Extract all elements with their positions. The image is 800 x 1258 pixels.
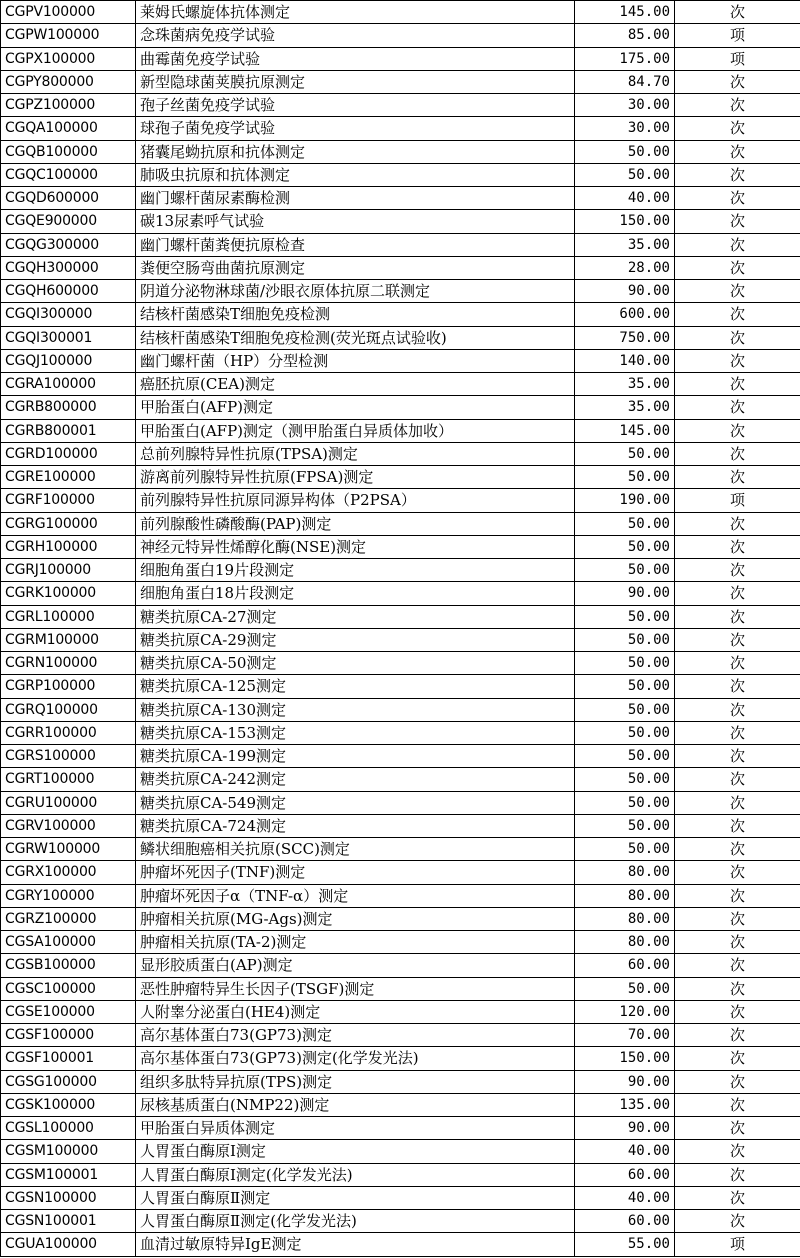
table-row — [1, 210, 800, 233]
item-code-cell: CGRL100000 — [1, 605, 136, 628]
item-code-cell: CGQI300000 — [1, 303, 136, 326]
item-code-cell: CGRT100000 — [1, 768, 136, 791]
item-price-cell: 50.00 — [575, 838, 675, 861]
table-row — [1, 349, 800, 372]
item-name-cell: 阴道分泌物淋球菌/沙眼衣原体抗原二联测定 — [136, 280, 575, 303]
table-row — [1, 1117, 800, 1140]
item-price-cell: 175.00 — [575, 47, 675, 70]
item-unit-cell: 次 — [675, 163, 800, 186]
item-name-cell: 肿瘤相关抗原(MG-Ags)测定 — [136, 907, 575, 930]
item-name-cell: 甲胎蛋白异质体测定 — [136, 1117, 575, 1140]
item-code-cell: CGRE100000 — [1, 466, 136, 489]
item-unit-cell: 次 — [675, 1210, 800, 1233]
item-unit-cell: 次 — [675, 791, 800, 814]
item-name-cell: 高尔基体蛋白73(GP73)测定(化学发光法) — [136, 1047, 575, 1070]
item-name-cell: 神经元特异性烯醇化酶(NSE)测定 — [136, 535, 575, 558]
table-row — [1, 163, 800, 186]
item-price-cell: 50.00 — [575, 814, 675, 837]
item-price-cell: 90.00 — [575, 280, 675, 303]
table-row — [1, 768, 800, 791]
item-price-cell: 28.00 — [575, 256, 675, 279]
item-name-cell: 前列腺酸性磷酸酶(PAP)测定 — [136, 512, 575, 535]
item-name-cell: 幽门螺杆菌尿素酶检测 — [136, 187, 575, 210]
item-code-cell: CGRA100000 — [1, 373, 136, 396]
item-unit-cell: 次 — [675, 884, 800, 907]
item-unit-cell: 次 — [675, 256, 800, 279]
item-code-cell: CGQI300001 — [1, 326, 136, 349]
item-code-cell: CGSC100000 — [1, 977, 136, 1000]
item-unit-cell: 次 — [675, 280, 800, 303]
item-unit-cell: 次 — [675, 907, 800, 930]
table-row — [1, 1024, 800, 1047]
item-unit-cell: 次 — [675, 187, 800, 210]
item-name-cell: 糖类抗原CA-125测定 — [136, 675, 575, 698]
item-name-cell: 总前列腺特异性抗原(TPSA)测定 — [136, 442, 575, 465]
item-code-cell: CGRM100000 — [1, 628, 136, 651]
item-price-cell: 90.00 — [575, 582, 675, 605]
item-code-cell: CGQC100000 — [1, 163, 136, 186]
item-code-cell: CGSK100000 — [1, 1093, 136, 1116]
item-name-cell: 游离前列腺特异性抗原(FPSA)测定 — [136, 466, 575, 489]
table-row — [1, 1140, 800, 1163]
item-unit-cell: 次 — [675, 652, 800, 675]
table-row — [1, 1070, 800, 1093]
item-price-cell: 80.00 — [575, 907, 675, 930]
item-price-cell: 80.00 — [575, 861, 675, 884]
item-code-cell: CGQB100000 — [1, 140, 136, 163]
table-row — [1, 489, 800, 512]
table-row — [1, 605, 800, 628]
item-unit-cell: 次 — [675, 1186, 800, 1209]
item-name-cell: 糖类抗原CA-199测定 — [136, 745, 575, 768]
item-price-cell: 40.00 — [575, 1140, 675, 1163]
item-unit-cell: 次 — [675, 303, 800, 326]
item-name-cell: 鳞状细胞癌相关抗原(SCC)测定 — [136, 838, 575, 861]
table-row — [1, 187, 800, 210]
table-row — [1, 814, 800, 837]
item-code-cell: CGRK100000 — [1, 582, 136, 605]
item-price-cell: 90.00 — [575, 1070, 675, 1093]
table-row — [1, 559, 800, 582]
item-name-cell: 肿瘤相关抗原(TA-2)测定 — [136, 931, 575, 954]
item-code-cell: CGUA100000 — [1, 1233, 136, 1256]
item-price-cell: 60.00 — [575, 1210, 675, 1233]
table-row — [1, 1000, 800, 1023]
item-price-cell: 80.00 — [575, 931, 675, 954]
item-price-cell: 30.00 — [575, 117, 675, 140]
item-name-cell: 幽门螺杆菌（HP）分型检测 — [136, 349, 575, 372]
item-name-cell: 幽门螺杆菌粪便抗原检查 — [136, 233, 575, 256]
item-price-cell: 55.00 — [575, 1233, 675, 1256]
item-unit-cell: 次 — [675, 210, 800, 233]
item-unit-cell: 次 — [675, 1000, 800, 1023]
item-code-cell: CGRX100000 — [1, 861, 136, 884]
item-code-cell: CGSG100000 — [1, 1070, 136, 1093]
item-name-cell: 尿核基质蛋白(NMP22)测定 — [136, 1093, 575, 1116]
item-name-cell: 莱姆氏螺旋体抗体测定 — [136, 1, 575, 24]
item-price-cell: 30.00 — [575, 94, 675, 117]
item-unit-cell: 次 — [675, 977, 800, 1000]
item-price-cell: 50.00 — [575, 977, 675, 1000]
item-price-cell: 50.00 — [575, 535, 675, 558]
table-row — [1, 1233, 800, 1256]
table-body — [1, 1, 800, 1257]
item-unit-cell: 次 — [675, 1140, 800, 1163]
table-row — [1, 1186, 800, 1209]
item-price-cell: 140.00 — [575, 349, 675, 372]
item-price-cell: 120.00 — [575, 1000, 675, 1023]
table-row — [1, 1163, 800, 1186]
item-unit-cell: 次 — [675, 1024, 800, 1047]
item-unit-cell: 次 — [675, 675, 800, 698]
item-price-cell: 145.00 — [575, 1, 675, 24]
item-code-cell: CGRZ100000 — [1, 907, 136, 930]
item-code-cell: CGRV100000 — [1, 814, 136, 837]
item-price-cell: 50.00 — [575, 652, 675, 675]
item-price-cell: 85.00 — [575, 24, 675, 47]
item-name-cell: 细胞角蛋白18片段测定 — [136, 582, 575, 605]
item-unit-cell: 项 — [675, 489, 800, 512]
table-row — [1, 419, 800, 442]
item-unit-cell: 次 — [675, 512, 800, 535]
table-row — [1, 373, 800, 396]
item-code-cell: CGSM100001 — [1, 1163, 136, 1186]
table-row — [1, 907, 800, 930]
item-code-cell: CGRQ100000 — [1, 698, 136, 721]
item-code-cell: CGSM100000 — [1, 1140, 136, 1163]
item-name-cell: 甲胎蛋白(AFP)测定（测甲胎蛋白异质体加收） — [136, 419, 575, 442]
item-price-cell: 90.00 — [575, 1117, 675, 1140]
item-price-cell: 35.00 — [575, 373, 675, 396]
item-name-cell: 糖类抗原CA-27测定 — [136, 605, 575, 628]
item-price-cell: 135.00 — [575, 1093, 675, 1116]
item-price-cell: 50.00 — [575, 140, 675, 163]
item-code-cell: CGQJ100000 — [1, 349, 136, 372]
item-price-cell: 50.00 — [575, 605, 675, 628]
item-code-cell: CGPX100000 — [1, 47, 136, 70]
item-price-cell: 150.00 — [575, 210, 675, 233]
item-price-cell: 50.00 — [575, 791, 675, 814]
item-unit-cell: 次 — [675, 1117, 800, 1140]
table-row — [1, 233, 800, 256]
table-row — [1, 1, 800, 24]
item-code-cell: CGQE900000 — [1, 210, 136, 233]
item-name-cell: 前列腺特异性抗原同源异构体（P2PSA） — [136, 489, 575, 512]
item-code-cell: CGSN100001 — [1, 1210, 136, 1233]
table-row — [1, 791, 800, 814]
table-row — [1, 280, 800, 303]
item-unit-cell: 次 — [675, 419, 800, 442]
item-name-cell: 糖类抗原CA-29测定 — [136, 628, 575, 651]
item-code-cell: CGSF100000 — [1, 1024, 136, 1047]
item-code-cell: CGRF100000 — [1, 489, 136, 512]
item-price-cell: 145.00 — [575, 419, 675, 442]
item-unit-cell: 次 — [675, 698, 800, 721]
item-code-cell: CGRU100000 — [1, 791, 136, 814]
table-row — [1, 721, 800, 744]
item-unit-cell: 次 — [675, 721, 800, 744]
item-unit-cell: 次 — [675, 1, 800, 24]
item-unit-cell: 次 — [675, 466, 800, 489]
table-row — [1, 582, 800, 605]
table-row — [1, 140, 800, 163]
item-unit-cell: 次 — [675, 1093, 800, 1116]
item-code-cell: CGSL100000 — [1, 1117, 136, 1140]
item-price-cell: 50.00 — [575, 675, 675, 698]
item-code-cell: CGRG100000 — [1, 512, 136, 535]
item-unit-cell: 次 — [675, 838, 800, 861]
table-row — [1, 838, 800, 861]
table-row — [1, 1210, 800, 1233]
item-name-cell: 细胞角蛋白19片段测定 — [136, 559, 575, 582]
item-code-cell: CGSF100001 — [1, 1047, 136, 1070]
table-row — [1, 745, 800, 768]
item-price-cell: 60.00 — [575, 954, 675, 977]
item-name-cell: 血清过敏原特异IgE测定 — [136, 1233, 575, 1256]
item-code-cell: CGRR100000 — [1, 721, 136, 744]
item-code-cell: CGPV100000 — [1, 1, 136, 24]
item-unit-cell: 次 — [675, 954, 800, 977]
table-row — [1, 94, 800, 117]
item-unit-cell: 次 — [675, 373, 800, 396]
item-price-cell: 600.00 — [575, 303, 675, 326]
item-name-cell: 糖类抗原CA-130测定 — [136, 698, 575, 721]
item-name-cell: 肿瘤坏死因子α（TNF-α）测定 — [136, 884, 575, 907]
table-row — [1, 396, 800, 419]
item-name-cell: 人胃蛋白酶原Ⅰ测定(化学发光法) — [136, 1163, 575, 1186]
item-price-cell: 40.00 — [575, 187, 675, 210]
item-code-cell: CGRW100000 — [1, 838, 136, 861]
item-name-cell: 结核杆菌感染T细胞免疫检测(荧光斑点试验收) — [136, 326, 575, 349]
table-row — [1, 652, 800, 675]
item-unit-cell: 次 — [675, 1163, 800, 1186]
table-row — [1, 675, 800, 698]
item-code-cell: CGPW100000 — [1, 24, 136, 47]
item-code-cell: CGQD600000 — [1, 187, 136, 210]
table-row — [1, 861, 800, 884]
item-name-cell: 球孢子菌免疫学试验 — [136, 117, 575, 140]
item-price-cell: 50.00 — [575, 466, 675, 489]
table-row — [1, 1093, 800, 1116]
item-code-cell: CGSE100000 — [1, 1000, 136, 1023]
item-unit-cell: 次 — [675, 70, 800, 93]
item-price-cell: 80.00 — [575, 884, 675, 907]
item-name-cell: 癌胚抗原(CEA)测定 — [136, 373, 575, 396]
item-code-cell: CGRP100000 — [1, 675, 136, 698]
item-unit-cell: 次 — [675, 442, 800, 465]
item-price-cell: 50.00 — [575, 768, 675, 791]
item-code-cell: CGQH300000 — [1, 256, 136, 279]
item-code-cell: CGSB100000 — [1, 954, 136, 977]
table-row — [1, 931, 800, 954]
item-code-cell: CGPY800000 — [1, 70, 136, 93]
item-unit-cell: 项 — [675, 24, 800, 47]
item-price-cell: 50.00 — [575, 512, 675, 535]
item-name-cell: 人胃蛋白酶原Ⅱ测定(化学发光法) — [136, 1210, 575, 1233]
item-name-cell: 曲霉菌免疫学试验 — [136, 47, 575, 70]
item-name-cell: 糖类抗原CA-50测定 — [136, 652, 575, 675]
table-row — [1, 628, 800, 651]
item-unit-cell: 次 — [675, 1047, 800, 1070]
table-row — [1, 256, 800, 279]
item-unit-cell: 次 — [675, 535, 800, 558]
item-name-cell: 人附睾分泌蛋白(HE4)测定 — [136, 1000, 575, 1023]
item-name-cell: 肿瘤坏死因子(TNF)测定 — [136, 861, 575, 884]
item-price-cell: 50.00 — [575, 745, 675, 768]
item-name-cell: 结核杆菌感染T细胞免疫检测 — [136, 303, 575, 326]
item-price-cell: 50.00 — [575, 163, 675, 186]
item-unit-cell: 次 — [675, 396, 800, 419]
item-unit-cell: 次 — [675, 117, 800, 140]
item-price-cell: 70.00 — [575, 1024, 675, 1047]
item-unit-cell: 次 — [675, 745, 800, 768]
item-name-cell: 猪囊尾蚴抗原和抗体测定 — [136, 140, 575, 163]
table-row — [1, 512, 800, 535]
item-price-cell: 35.00 — [575, 233, 675, 256]
item-price-cell: 150.00 — [575, 1047, 675, 1070]
item-price-cell: 50.00 — [575, 442, 675, 465]
item-name-cell: 念珠菌病免疫学试验 — [136, 24, 575, 47]
item-unit-cell: 次 — [675, 582, 800, 605]
item-code-cell: CGRY100000 — [1, 884, 136, 907]
item-unit-cell: 次 — [675, 605, 800, 628]
table-row — [1, 303, 800, 326]
item-name-cell: 甲胎蛋白(AFP)测定 — [136, 396, 575, 419]
item-code-cell: CGRB800001 — [1, 419, 136, 442]
item-price-cell: 35.00 — [575, 396, 675, 419]
item-unit-cell: 次 — [675, 94, 800, 117]
item-code-cell: CGRB800000 — [1, 396, 136, 419]
item-unit-cell: 次 — [675, 628, 800, 651]
item-price-cell: 84.70 — [575, 70, 675, 93]
item-price-cell: 60.00 — [575, 1163, 675, 1186]
item-unit-cell: 项 — [675, 47, 800, 70]
item-price-cell: 40.00 — [575, 1186, 675, 1209]
item-unit-cell: 次 — [675, 1070, 800, 1093]
item-price-cell: 50.00 — [575, 628, 675, 651]
item-code-cell: CGQG300000 — [1, 233, 136, 256]
item-name-cell: 粪便空肠弯曲菌抗原测定 — [136, 256, 575, 279]
item-unit-cell: 次 — [675, 140, 800, 163]
item-name-cell: 组织多肽特异抗原(TPS)测定 — [136, 1070, 575, 1093]
table-row — [1, 977, 800, 1000]
item-price-cell: 750.00 — [575, 326, 675, 349]
item-code-cell: CGQA100000 — [1, 117, 136, 140]
item-unit-cell: 次 — [675, 931, 800, 954]
table-row — [1, 117, 800, 140]
item-code-cell: CGSA100000 — [1, 931, 136, 954]
item-name-cell: 碳13尿素呼气试验 — [136, 210, 575, 233]
item-name-cell: 肺吸虫抗原和抗体测定 — [136, 163, 575, 186]
table-row — [1, 326, 800, 349]
table-row — [1, 1047, 800, 1070]
item-name-cell: 糖类抗原CA-242测定 — [136, 768, 575, 791]
item-unit-cell: 次 — [675, 326, 800, 349]
item-name-cell: 糖类抗原CA-724测定 — [136, 814, 575, 837]
item-code-cell: CGRJ100000 — [1, 559, 136, 582]
item-unit-cell: 次 — [675, 559, 800, 582]
item-code-cell: CGPZ100000 — [1, 94, 136, 117]
table-row — [1, 24, 800, 47]
item-price-cell: 50.00 — [575, 559, 675, 582]
item-name-cell: 孢子丝菌免疫学试验 — [136, 94, 575, 117]
table-row — [1, 535, 800, 558]
item-price-cell: 50.00 — [575, 698, 675, 721]
table-row — [1, 698, 800, 721]
item-code-cell: CGRD100000 — [1, 442, 136, 465]
item-code-cell: CGRN100000 — [1, 652, 136, 675]
table-row — [1, 442, 800, 465]
item-name-cell: 新型隐球菌荚膜抗原测定 — [136, 70, 575, 93]
item-name-cell: 显形胶质蛋白(AP)测定 — [136, 954, 575, 977]
item-price-cell: 50.00 — [575, 721, 675, 744]
item-unit-cell: 次 — [675, 861, 800, 884]
item-code-cell: CGRH100000 — [1, 535, 136, 558]
item-name-cell: 糖类抗原CA-549测定 — [136, 791, 575, 814]
item-unit-cell: 项 — [675, 1233, 800, 1256]
item-code-cell: CGQH600000 — [1, 280, 136, 303]
table-row — [1, 70, 800, 93]
item-unit-cell: 次 — [675, 349, 800, 372]
item-unit-cell: 次 — [675, 233, 800, 256]
item-name-cell: 糖类抗原CA-153测定 — [136, 721, 575, 744]
item-name-cell: 人胃蛋白酶原Ⅰ测定 — [136, 1140, 575, 1163]
table-row — [1, 466, 800, 489]
item-price-cell: 190.00 — [575, 489, 675, 512]
item-unit-cell: 次 — [675, 768, 800, 791]
item-unit-cell: 次 — [675, 814, 800, 837]
table-row — [1, 884, 800, 907]
table-row — [1, 47, 800, 70]
item-name-cell: 人胃蛋白酶原Ⅱ测定 — [136, 1186, 575, 1209]
item-name-cell: 恶性肿瘤特异生长因子(TSGF)测定 — [136, 977, 575, 1000]
table-row — [1, 954, 800, 977]
item-name-cell: 高尔基体蛋白73(GP73)测定 — [136, 1024, 575, 1047]
item-code-cell: CGSN100000 — [1, 1186, 136, 1209]
item-code-cell: CGRS100000 — [1, 745, 136, 768]
